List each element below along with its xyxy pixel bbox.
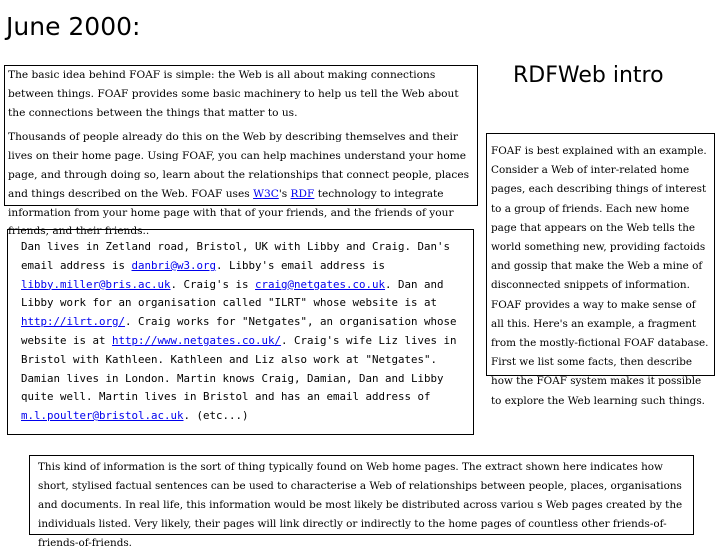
w3c-link[interactable]: W3C — [253, 187, 279, 200]
example-text-6: . Craig's wife Liz lives in Bristol with Kathleen. Kathleen and Liz also work at "Netgates". Damian lives in London. Martin knows Craig, Damian, Dan and Libby quite well. Martin lives in Bristol and has an email address of — [21, 333, 457, 404]
martin-email-link[interactable]: m.l.poulter@bristol.ac.uk — [21, 409, 184, 423]
example-text-5: . Craig works for "Netgates", an organisation whose website is at — [21, 315, 457, 347]
libby-email-link[interactable]: libby.miller@bris.ac.uk — [21, 277, 171, 291]
explanation-text: FOAF is best explained with an example. Consider a Web of inter-related home pages, each describing things of interest to a group of friends. Each new home page that appears on the Web tells the world something new, providing factoids and gossip that make the Web a mine of disconnected snippets of information. FOAF provides a way to make sense of all this. Here's an example, a fragment from the mostly-fictional FOAF database. First we list some facts, then describe how the FOAF system makes it possible to explore the Web learning such things. — [491, 145, 709, 407]
intro-text-a: Thousands of people already do this on the Web by describing themselves and their lives on their home page. Using FOAF, you can help machines understand your home page, and through doing so, learn about the relationships that connect people, places and things described on the Web. FOAF uses — [8, 131, 470, 200]
intro-paragraph-1: The basic idea behind FOAF is simple: the Web is all about making connections between things. FOAF provides some basic machinery to help us tell the Web about the connections between the things that matter to us. — [8, 69, 459, 119]
summary-box — [29, 455, 694, 549]
intro-paragraph-2 — [8, 128, 477, 241]
netgates-link[interactable]: http://www.netgates.co.uk/ — [112, 333, 282, 347]
example-text-7: . (etc...) — [183, 409, 249, 423]
craig-email-link[interactable]: craig@netgates.co.uk — [255, 277, 386, 291]
example-box — [7, 229, 474, 435]
example-text-4: . Dan and Libby work for an organisation called "ILRT" whose website is at — [21, 277, 444, 310]
danbri-email-link[interactable]: danbri@w3.org — [131, 258, 217, 272]
page-heading: June 2000: — [6, 12, 141, 41]
example-text — [21, 238, 469, 426]
intro-text-c: technology to integrate information from your home page with that of your friends, and the friends of your friends, and their friends.. — [8, 187, 454, 238]
summary-text: This kind of information is the sort of thing typically found on Web home pages. The extract shown here indicates how short, stylised factual sentences can be used to characterise a Web of relationships between people, places, organisations and documents. In real life, this information would be most likely be distributed across variou s Web pages created by the individuals listed. Very likely, their pages will link directly or indirectly to the home pages of countless other friends-of-friends-of-friends. — [38, 461, 683, 549]
rdf-link[interactable]: RDF — [290, 187, 315, 200]
example-text-1: Dan lives in Zetland road, Bristol, UK with Libby and Craig. Dan's email address is — [21, 240, 451, 272]
ilrt-link[interactable]: http://ilrt.org/ — [21, 315, 126, 329]
intro-box — [4, 65, 478, 238]
example-text-2: . Libby's email address is — [216, 258, 386, 272]
explanation-box — [486, 133, 715, 407]
slide-title: RDFWeb intro — [513, 63, 664, 88]
intro-text-b: 's — [278, 187, 291, 200]
example-text-3: . Craig's is — [170, 277, 256, 291]
